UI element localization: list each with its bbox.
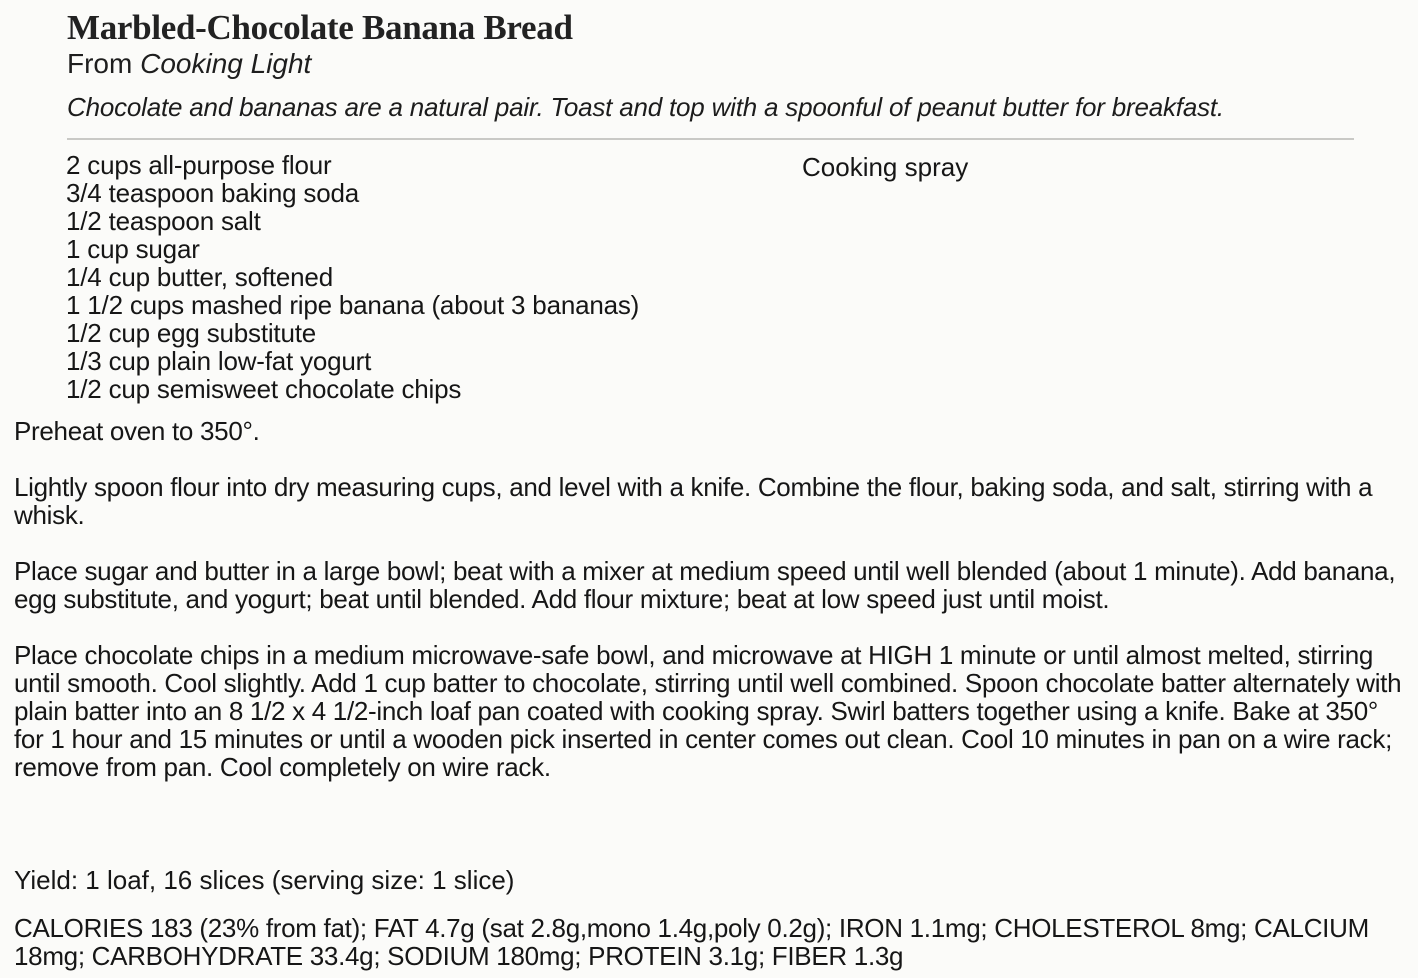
source-publication: Cooking Light bbox=[140, 48, 312, 79]
instruction-step: Place sugar and butter in a large bowl; beat with a mixer at medium speed until well blended (about 1 minute). Add banana, egg substitute, and yogurt; beat until blended. Add flour mixture; beat at low speed just until moist. bbox=[14, 556, 1396, 614]
ingredient-item: 1/3 cup plain low-fat yogurt bbox=[66, 346, 372, 376]
instruction-step: Lightly spoon flour into dry measuring cups, and level with a knife. Combine the flour, baking soda, and salt, stirring with a whisk. bbox=[14, 472, 1373, 530]
instruction-step: Preheat oven to 350°. bbox=[14, 416, 260, 446]
instructions bbox=[14, 417, 1410, 809]
ingredient-item: 1 1/2 cups mashed ripe banana (about 3 bananas) bbox=[66, 290, 640, 320]
recipe-yield: Yield: 1 loaf, 16 slices (serving size: 1 slice) bbox=[14, 865, 515, 895]
ingredient-list-secondary bbox=[802, 153, 968, 181]
ingredient-item: 1/2 cup semisweet chocolate chips bbox=[66, 374, 462, 404]
ingredient-item: 1/2 teaspoon salt bbox=[66, 206, 261, 236]
divider bbox=[67, 138, 1354, 140]
recipe-intro: Chocolate and bananas are a natural pair. Toast and top with a spoonful of peanut butter for breakfast. bbox=[67, 92, 1224, 122]
ingredient-item: 1 cup sugar bbox=[66, 234, 200, 264]
nutrition-info: CALORIES 183 (23% from fat); FAT 4.7g (sat 2.8g,mono 1.4g,poly 0.2g); IRON 1.1mg; CHOLESTEROL 8mg; CALCIUM 18mg; CARBOHYDRATE 33.4g; SODIUM 180mg; PROTEIN 3.1g; FIBER 1.3g bbox=[14, 913, 1369, 971]
recipe-title: Marbled-Chocolate Banana Bread bbox=[67, 8, 573, 47]
ingredient-item: 1/2 cup egg substitute bbox=[66, 318, 317, 348]
ingredient-item: 2 cups all-purpose flour bbox=[66, 150, 332, 180]
instruction-step: Place chocolate chips in a medium microwave-safe bowl, and microwave at HIGH 1 minute or until almost melted, stirring until smooth. Cool slightly. Add 1 cup batter to chocolate, stirring until well combined. Spoon chocolate batter alternately with plain batter into an 8 1/2 x 4 1/2-inch loaf pan coated with cooking spray. Swirl batters together using a knife. Bake at 350° for 1 hour and 15 minutes or until a wooden pick inserted in center comes out clean. Cool 10 minutes in pan on a wire rack; remove from pan. Cool completely on wire rack. bbox=[14, 640, 1402, 782]
ingredient-item: 1/4 cup butter, softened bbox=[66, 262, 333, 292]
recipe-source bbox=[67, 48, 311, 80]
source-prefix: From bbox=[67, 48, 141, 79]
ingredient-item: Cooking spray bbox=[802, 152, 969, 182]
ingredient-list bbox=[66, 151, 639, 403]
ingredient-item: 3/4 teaspoon baking soda bbox=[66, 178, 359, 208]
